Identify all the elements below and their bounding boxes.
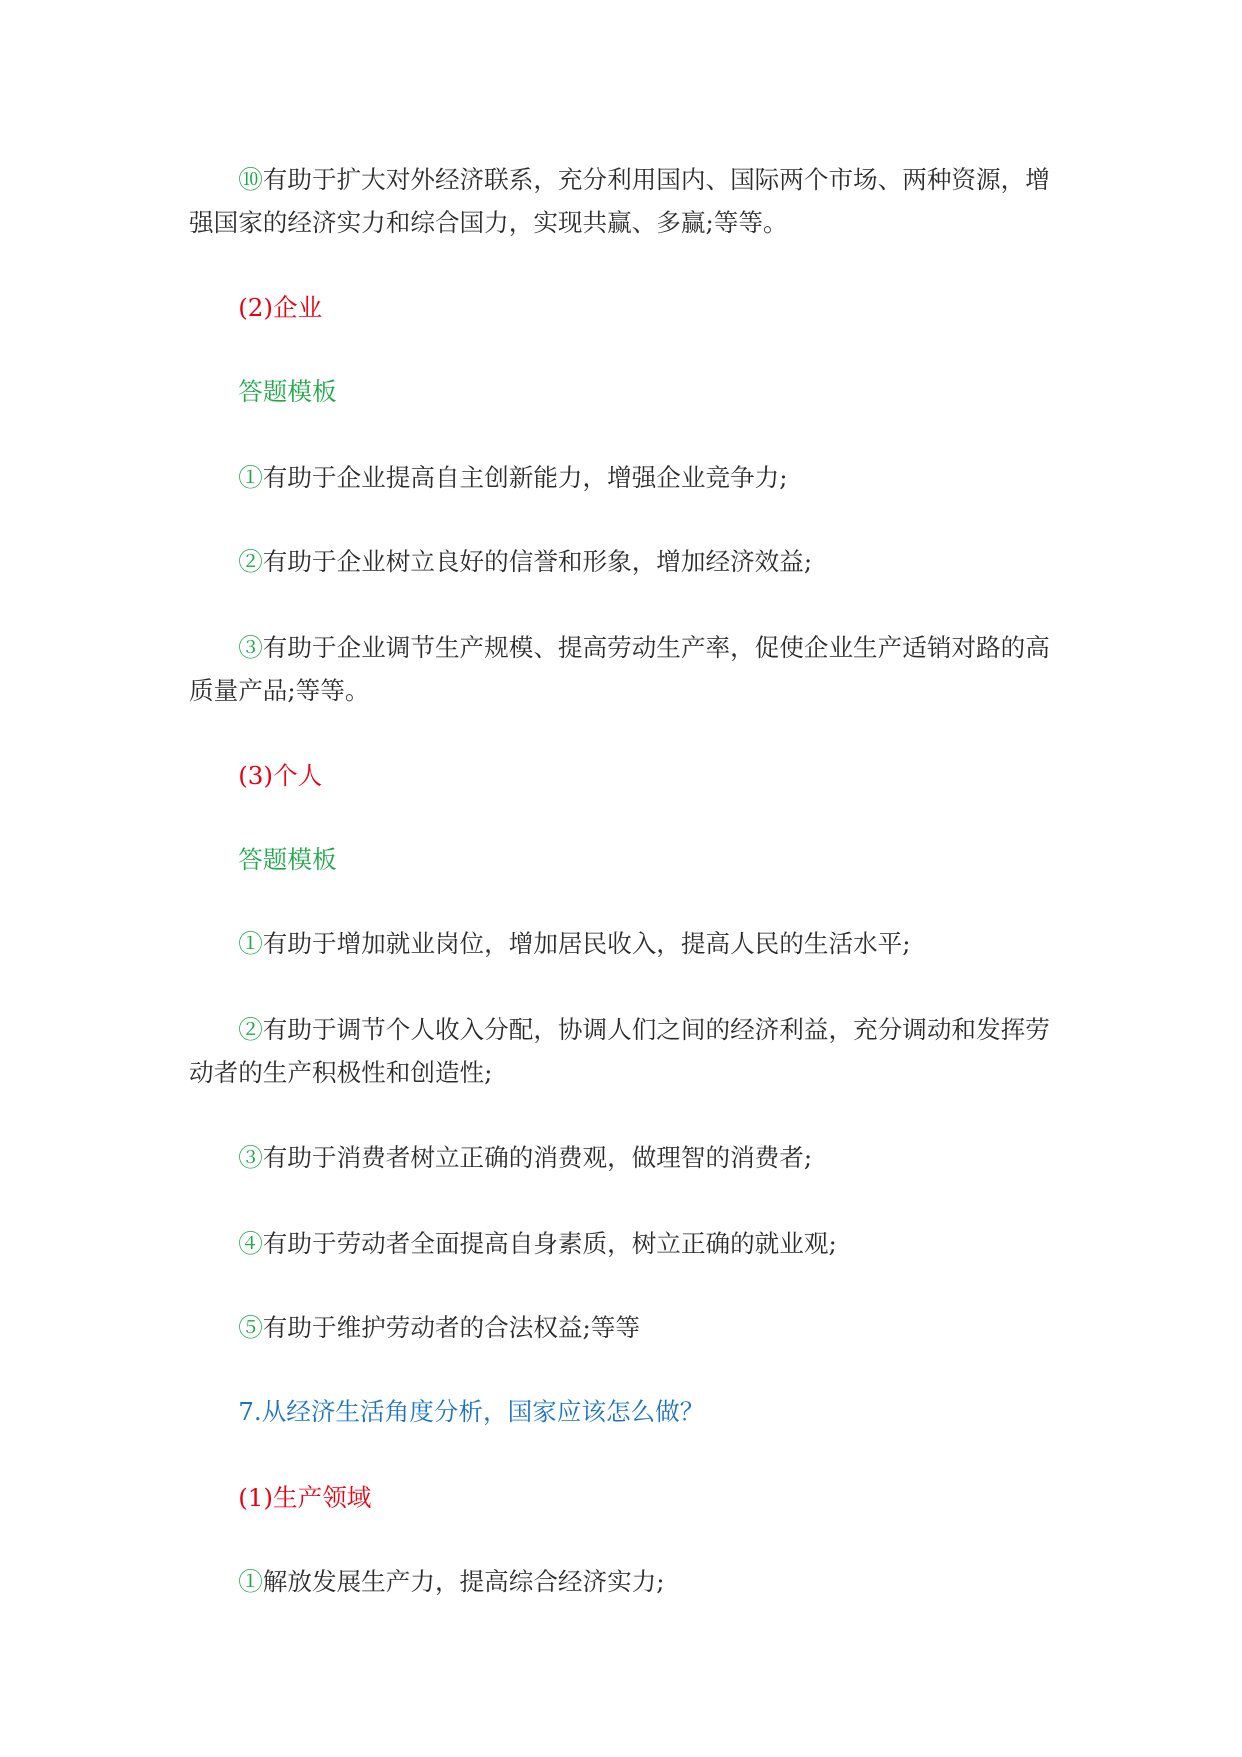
list-item [189,1008,1050,1094]
item-text: 解放发展生产力，提高综合经济实力; [262,1567,665,1596]
item-text: 有助于企业调节生产规模、提高劳动生产率，促使企业生产适销对路的高质量产品;等等。 [189,633,1050,705]
list-item [189,456,1050,499]
item-text: 有助于增加就业岗位，增加居民收入，提高人民的生活水平; [262,929,911,958]
item-number: ① [238,1567,263,1596]
item-number: ⑤ [238,1313,263,1342]
item-number: ① [238,929,263,958]
item-number: ② [238,1015,263,1044]
question-heading: 7.从经济生活角度分析，国家应该怎么做？ [238,1397,705,1426]
list-item [189,158,1050,244]
item-number: ① [238,463,263,492]
item-text: 有助于维护劳动者的合法权益;等等 [262,1313,640,1342]
item-text: 有助于扩大对外经济联系，充分利用国内、国际两个市场、两种资源，增强国家的经济实力和综合国力，实现共赢、多赢;等等。 [189,165,1050,237]
item-number: ④ [238,1229,263,1258]
item-text: 有助于调节个人收入分配，协调人们之间的经济利益，充分调动和发挥劳动者的生产积极性和创造性; [189,1015,1050,1087]
item-number: ③ [238,1143,263,1172]
section-heading-enterprise: (2)企业 [238,293,323,322]
item-text: 有助于消费者树立正确的消费观，做理智的消费者; [262,1143,813,1172]
list-item [189,626,1050,712]
item-number: ③ [238,633,263,662]
list-item [189,1306,1050,1349]
answer-template-label: 答题模板 [238,377,337,406]
list-item [189,922,1050,965]
item-text: 有助于企业树立良好的信誉和形象，增加经济效益; [262,547,813,576]
list-item [189,1222,1050,1265]
answer-template-label: 答题模板 [238,845,337,874]
list-item [189,540,1050,583]
section-heading-production: (1)生产领域 [238,1483,372,1512]
item-number: ② [238,547,263,576]
section-heading-individual: (3)个人 [238,761,323,790]
item-text: 有助于企业提高自主创新能力，增强企业竞争力; [262,463,788,492]
list-item [189,1560,1050,1603]
list-item [189,1136,1050,1179]
item-text: 有助于劳动者全面提高自身素质，树立正确的就业观; [262,1229,837,1258]
item-number: ⑩ [238,165,263,194]
